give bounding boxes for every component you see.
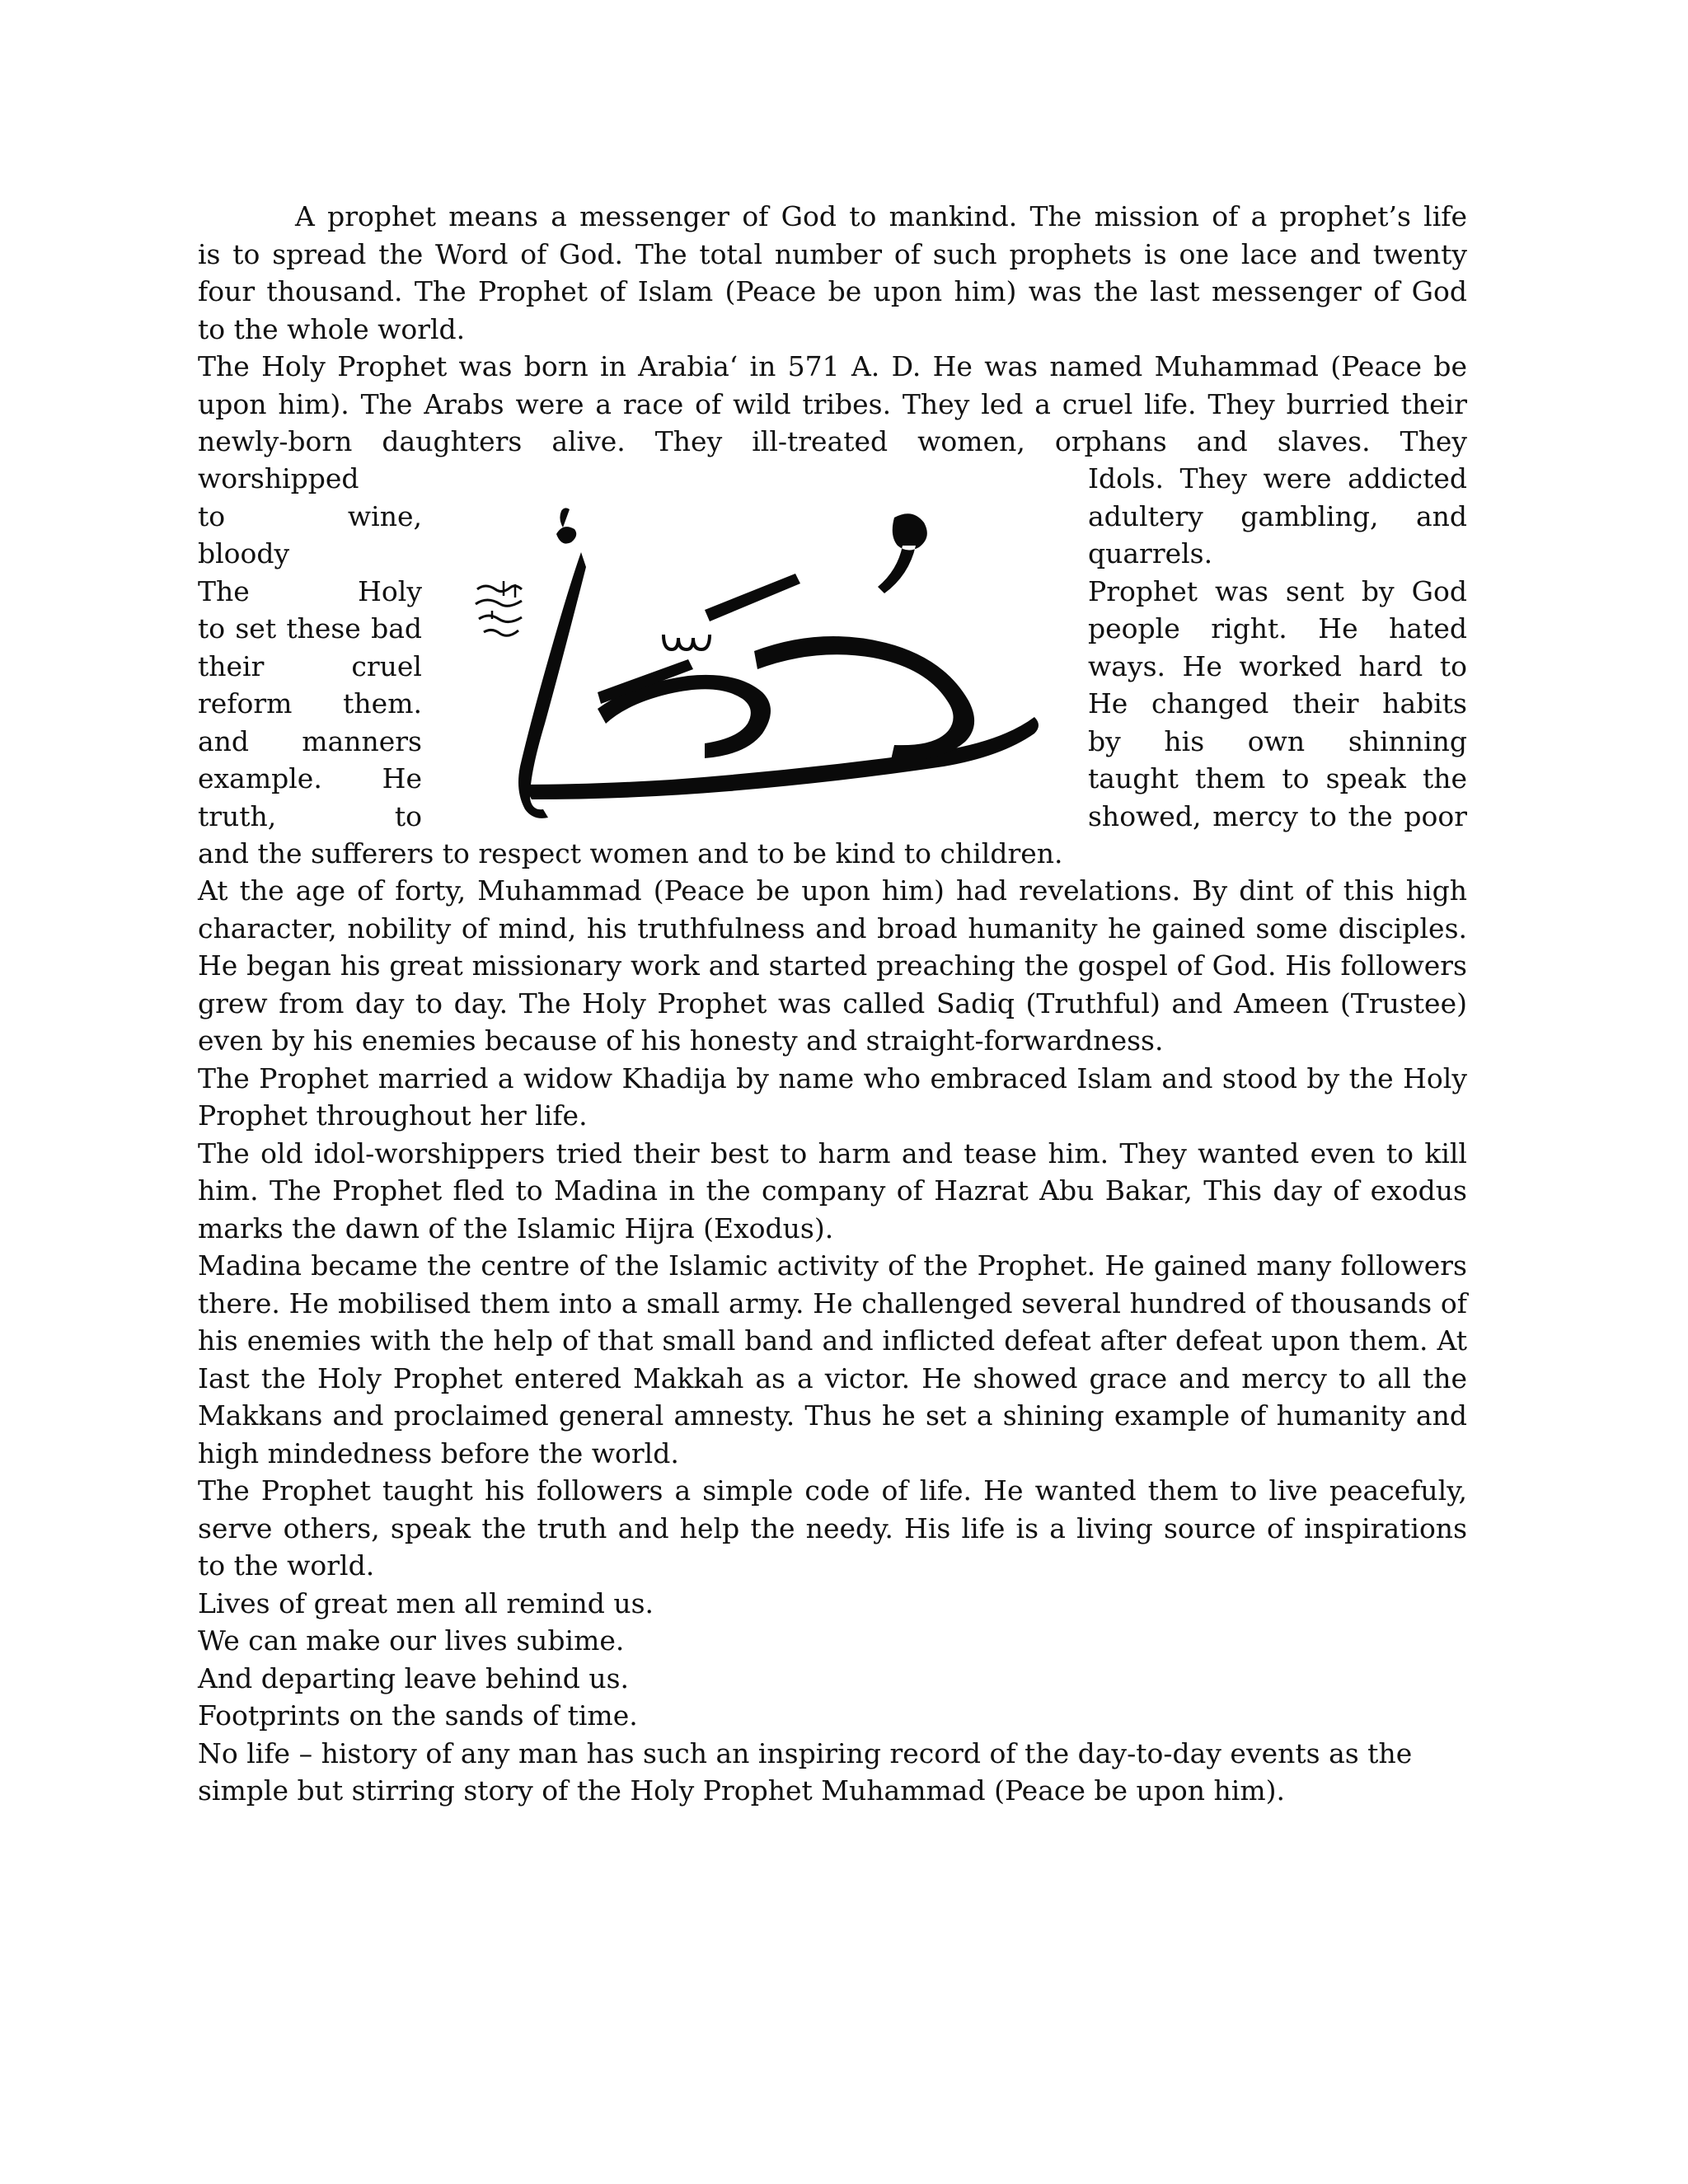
birth-line-2: upon him). The Arabs were a race of wild tribes. They led a cruel life. They burried their: [198, 387, 1467, 420]
wrapped-right-line: ways. He worked hard to: [1088, 649, 1467, 682]
paragraph-revelations: At the age of forty, Muhammad (Peace be upon him) had revelations. By dint of this high character, nobility of mind, his truthfulness and broad humanity he gained some disciples. He began his great missionary work and started preaching the gospel of God. His followers grew from day to day. The Holy Prophet was called Sadiq (Truthful) and Ameen (Trustee) even by his enemies because of his honesty and straight-forwardness.: [198, 874, 1467, 1057]
wrapped-left-line: reform them.: [198, 687, 422, 719]
wrapped-left-line: to set these bad: [198, 612, 422, 644]
intro-line-2: is to spread the Word of God. The total number of such prophets is one lace and twenty: [198, 237, 1467, 270]
intro-line-3: four thousand. The Prophet of Islam (Peace be upon him) was the last messenger of God: [198, 275, 1467, 307]
wrapped-left-column: [198, 460, 422, 835]
wrapped-right-line: taught them to speak the: [1088, 762, 1467, 794]
wrapped-right-line: Prophet was sent by God: [1088, 574, 1467, 607]
wrapped-left-line: example. He: [198, 762, 422, 794]
wrapped-right-line: by his own shinning: [1088, 724, 1467, 757]
wrapped-left-line: to wine,: [198, 499, 422, 532]
wrap-end-line-container: [198, 835, 1467, 873]
verse-line-1: Lives of great men all remind us.: [198, 1586, 654, 1619]
closing-paragraph: No life – history of any man has such an inspiring record of the day-to-day events as the simple but stirring story of the Holy Prophet Muhammad (Peace be upon him).: [198, 1736, 1413, 1807]
wrapped-right-line: adultery gambling, and: [1088, 499, 1467, 532]
fatha-stroke-upper: [705, 574, 800, 621]
calligraphy-stroke-right: [754, 636, 974, 761]
calligraphy-stroke-left: [518, 552, 586, 818]
shadda-mark: [663, 635, 710, 649]
paragraph-hijra: The old idol-worshippers tried their best to harm and tease him. They wanted even to kill him. The Prophet fled to Madina in the company of Hazrat Abu Bakar, This day of exodus marks the dawn of the Islamic Hijra (Exodus).: [198, 1137, 1467, 1244]
paragraph-khadija: The Prophet married a widow Khadija by name who embraced Islam and stood by the Holy Prophet throughout her life.: [198, 1062, 1467, 1132]
muhammad-calligraphy-image: [457, 503, 1051, 824]
wrapped-left-line: their cruel: [198, 649, 422, 682]
wrap-end-line: and the sufferers to respect women and to be kind to children.: [198, 837, 1063, 869]
wrapped-left-line: worshipped: [198, 462, 359, 494]
honorific-calligraphy: [476, 581, 522, 635]
diacritic-loop: [878, 513, 927, 593]
paragraph-madina: Madina became the centre of the Islamic activity of the Prophet. He gained many followers there. He mobilised them into a small army. He challenged several hundred of thousands of his enemies with the help of that small band and inflicted defeat after defeat upon them. At Iast the Holy Prophet entered Makkah as a victor. He showed grace and mercy to all the Makkans and proclaimed general amnesty. Thus he set a shining example of humanity and high mindedness before the world.: [198, 1249, 1467, 1469]
wrapped-right-line: showed, mercy to the poor: [1088, 799, 1467, 832]
wrapped-left-line: truth, to: [198, 799, 422, 832]
intro-line-4: to the whole world.: [198, 312, 466, 345]
wrapped-left-line: bloody: [198, 537, 290, 569]
wrapped-right-line: Idols. They were addicted: [1088, 462, 1467, 494]
wrapped-right-column: [1088, 460, 1467, 835]
birth-paragraph: [198, 348, 1467, 461]
wrapped-right-line: people right. He hated: [1088, 612, 1467, 644]
birth-line-1: The Holy Prophet was born in Arabia‘ in 571 A. D. He was named Muhammad (Peace be: [198, 350, 1467, 382]
intro-line-1: A prophet means a messenger of God to mankind. The mission of a prophet’s life: [295, 200, 1467, 232]
birth-line-3: newly-born daughters alive. They ill-treated women, orphans and slaves. They: [198, 425, 1467, 457]
diacritic-mark: [556, 508, 576, 543]
paragraph-code-of-life: The Prophet taught his followers a simple code of life. He wanted them to live peacefuly, serve others, speak the truth and help the needy. His life is a living source of inspirations to the world.: [198, 1474, 1467, 1582]
wrapped-right-line: quarrels.: [1088, 537, 1213, 569]
verse-line-3: And departing leave behind us.: [198, 1661, 630, 1694]
verse-line-4: Footprints on the sands of time.: [198, 1699, 638, 1732]
intro-paragraph: [198, 198, 1467, 348]
wrapped-left-line: and manners: [198, 724, 422, 757]
main-paragraphs: [198, 872, 1467, 1810]
verse-line-2: We can make our lives subime.: [198, 1624, 625, 1657]
wrapped-right-line: He changed their habits: [1088, 687, 1467, 719]
wrapped-left-line: The Holy: [198, 574, 422, 607]
